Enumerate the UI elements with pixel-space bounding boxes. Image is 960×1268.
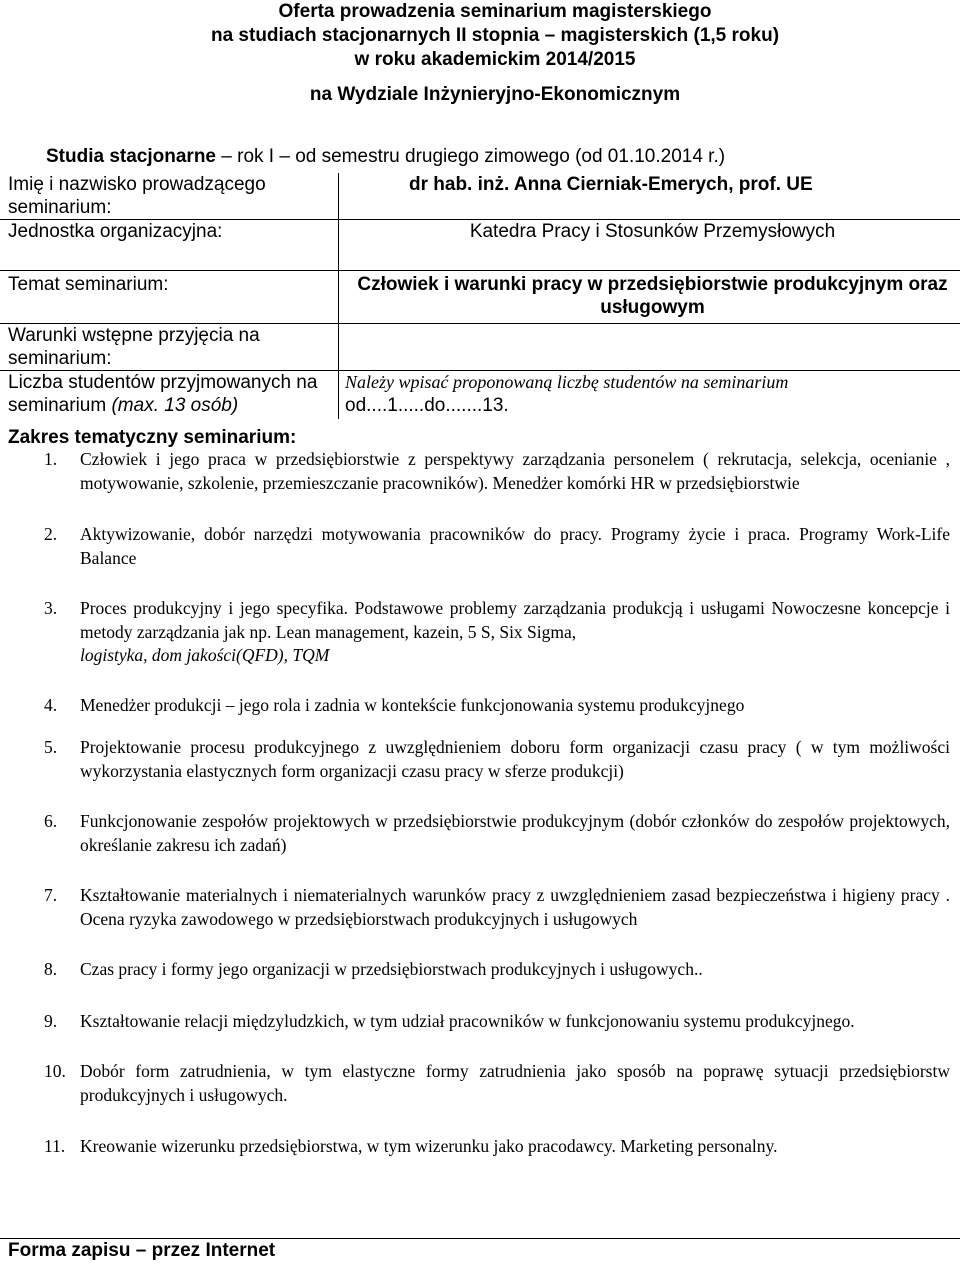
list-item [0, 597, 950, 668]
prowadzacy-value: dr hab. inż. Anna Cierniak-Emerych, prof. UE [409, 174, 813, 195]
list-item [0, 1135, 950, 1159]
list-item [0, 448, 950, 495]
topic-number: 6. [44, 811, 58, 831]
study-mode-line [46, 146, 725, 168]
topic-number: 1. [44, 449, 58, 469]
topic-number: 4. [44, 694, 58, 715]
topic-text: Aktywizowanie, dobór narzędzi motywowania pracowników do pracy. Programy życie i praca. Programy Work-Life Balance [80, 524, 950, 568]
liczba-value: od....1.....do.......13. [345, 395, 509, 416]
title-line-2: na studiach stacjonarnych II stopnia – magisterskich (1,5 roku) [210, 25, 780, 46]
prowadzacy-label: Imię i nazwisko prowadzącego seminarium: [0, 173, 339, 220]
list-item [0, 884, 950, 931]
seminar-info-table [0, 173, 960, 419]
topic-text: Człowiek i jego praca w przedsiębiorstwie z perspektywy zarządzania personelem ( rekrutacja, selekcja, ocenianie , motywowanie, szkolenie, przemieszczanie pracowników). Menedżer komórki HR w przedsiębiorstwie [80, 449, 950, 493]
list-item [0, 1010, 950, 1034]
jednostka-label: Jednostka organizacyjna: [0, 220, 339, 271]
topic-text: Menedżer produkcji – jego rola i zadnia w kontekście funkcjonowania systemu produkcyjnego [80, 694, 745, 715]
topic-text: Proces produkcyjny i jego specyfika. Podstawowe problemy zarządzania produkcją i usługami Nowoczesne koncepcje i metody zarządzania jak np. Lean management, kazein, 5 S, Six Sigma, [80, 598, 950, 642]
warunki-label: Warunki wstępne przyjęcia na seminarium: [0, 324, 339, 371]
topic-number: 11. [44, 1136, 66, 1156]
title-line-1: Oferta prowadzenia seminarium magisterskiego [278, 1, 712, 22]
topic-list [0, 448, 950, 1159]
topic-text-italic: logistyka, dom jakości(QFD), TQM [80, 645, 330, 665]
topic-text: Czas pracy i formy jego organizacji w przedsiębiorstwach produkcyjnych i usługowych.. [80, 959, 703, 979]
forma-zapisu: Forma zapisu – przez Internet [8, 1240, 276, 1261]
topic-number: 2. [44, 524, 58, 544]
topic-text: Projektowanie procesu produkcyjnego z uwzględnieniem doboru form organizacji czasu pracy ( w tym możliwości wykorzystania elastycznych form organizacji czasu pracy w sferze produkcji) [80, 737, 950, 781]
topic-number: 5. [44, 737, 58, 757]
list-item [0, 694, 950, 718]
zakres-label: Zakres tematyczny seminarium: [8, 427, 297, 448]
jednostka-value: Katedra Pracy i Stosunków Przemysłowych [469, 221, 836, 242]
liczba-label [0, 371, 339, 420]
temat-label: Temat seminarium: [0, 271, 339, 324]
list-item [0, 958, 950, 982]
topic-number: 9. [44, 1010, 58, 1031]
topic-text: Kreowanie wizerunku przedsiębiorstwa, w tym wizerunku jako pracodawcy. Marketing personalny. [80, 1136, 778, 1156]
document-title [0, 0, 960, 72]
liczba-cell [339, 371, 960, 420]
topic-number: 3. [44, 598, 58, 618]
list-item [0, 1060, 950, 1107]
liczba-label-max: (max. 13 osób) [111, 395, 239, 416]
topic-number: 10. [44, 1061, 66, 1081]
topic-number: 8. [44, 959, 58, 979]
topic-text: Dobór form zatrudnienia, w tym elastyczne formy zatrudnienia jako sposób na poprawę sytuacji przedsiębiorstw produkcyjnych i usługowych. [80, 1061, 950, 1105]
study-mode-rest: – rok I – od semestru drugiego zimowego (od 01.10.2014 r.) [216, 146, 726, 167]
divider-line [0, 1238, 960, 1239]
topic-number: 7. [44, 885, 58, 905]
list-item [0, 523, 950, 570]
title-line-3: w roku akademickim 2014/2015 [354, 49, 636, 70]
study-mode-bold: Studia stacjonarne [46, 146, 216, 167]
liczba-hint: Należy wpisać proponowaną liczbę studentów na seminarium [345, 372, 789, 392]
topic-text: Kształtowanie materialnych i niematerialnych warunków pracy z uwzględnieniem zasad bezpieczeństwa i higieny pracy . Ocena ryzyka zawodowego w przedsiębiorstwach produkcyjnych i usługowych [80, 885, 950, 929]
list-item [0, 810, 950, 857]
liczba-label-text: Liczba studentów przyjmowanych na seminarium [8, 372, 318, 416]
warunki-value [339, 324, 960, 371]
topic-text: Funkcjonowanie zespołów projektowych w przedsiębiorstwie produkcyjnym (dobór członków do zespołów projektowych, określanie zakresu ich zadań) [80, 811, 950, 855]
faculty-line: na Wydziale Inżynieryjno-Ekonomicznym [309, 84, 681, 105]
topic-text: Kształtowanie relacji międzyludzkich, w tym udział pracowników w funkcjonowaniu systemu produkcyjnego. [80, 1010, 855, 1031]
list-item [0, 736, 950, 783]
temat-value: Człowiek i warunki pracy w przedsiębiorstwie produkcyjnym oraz usługowym [357, 274, 948, 318]
